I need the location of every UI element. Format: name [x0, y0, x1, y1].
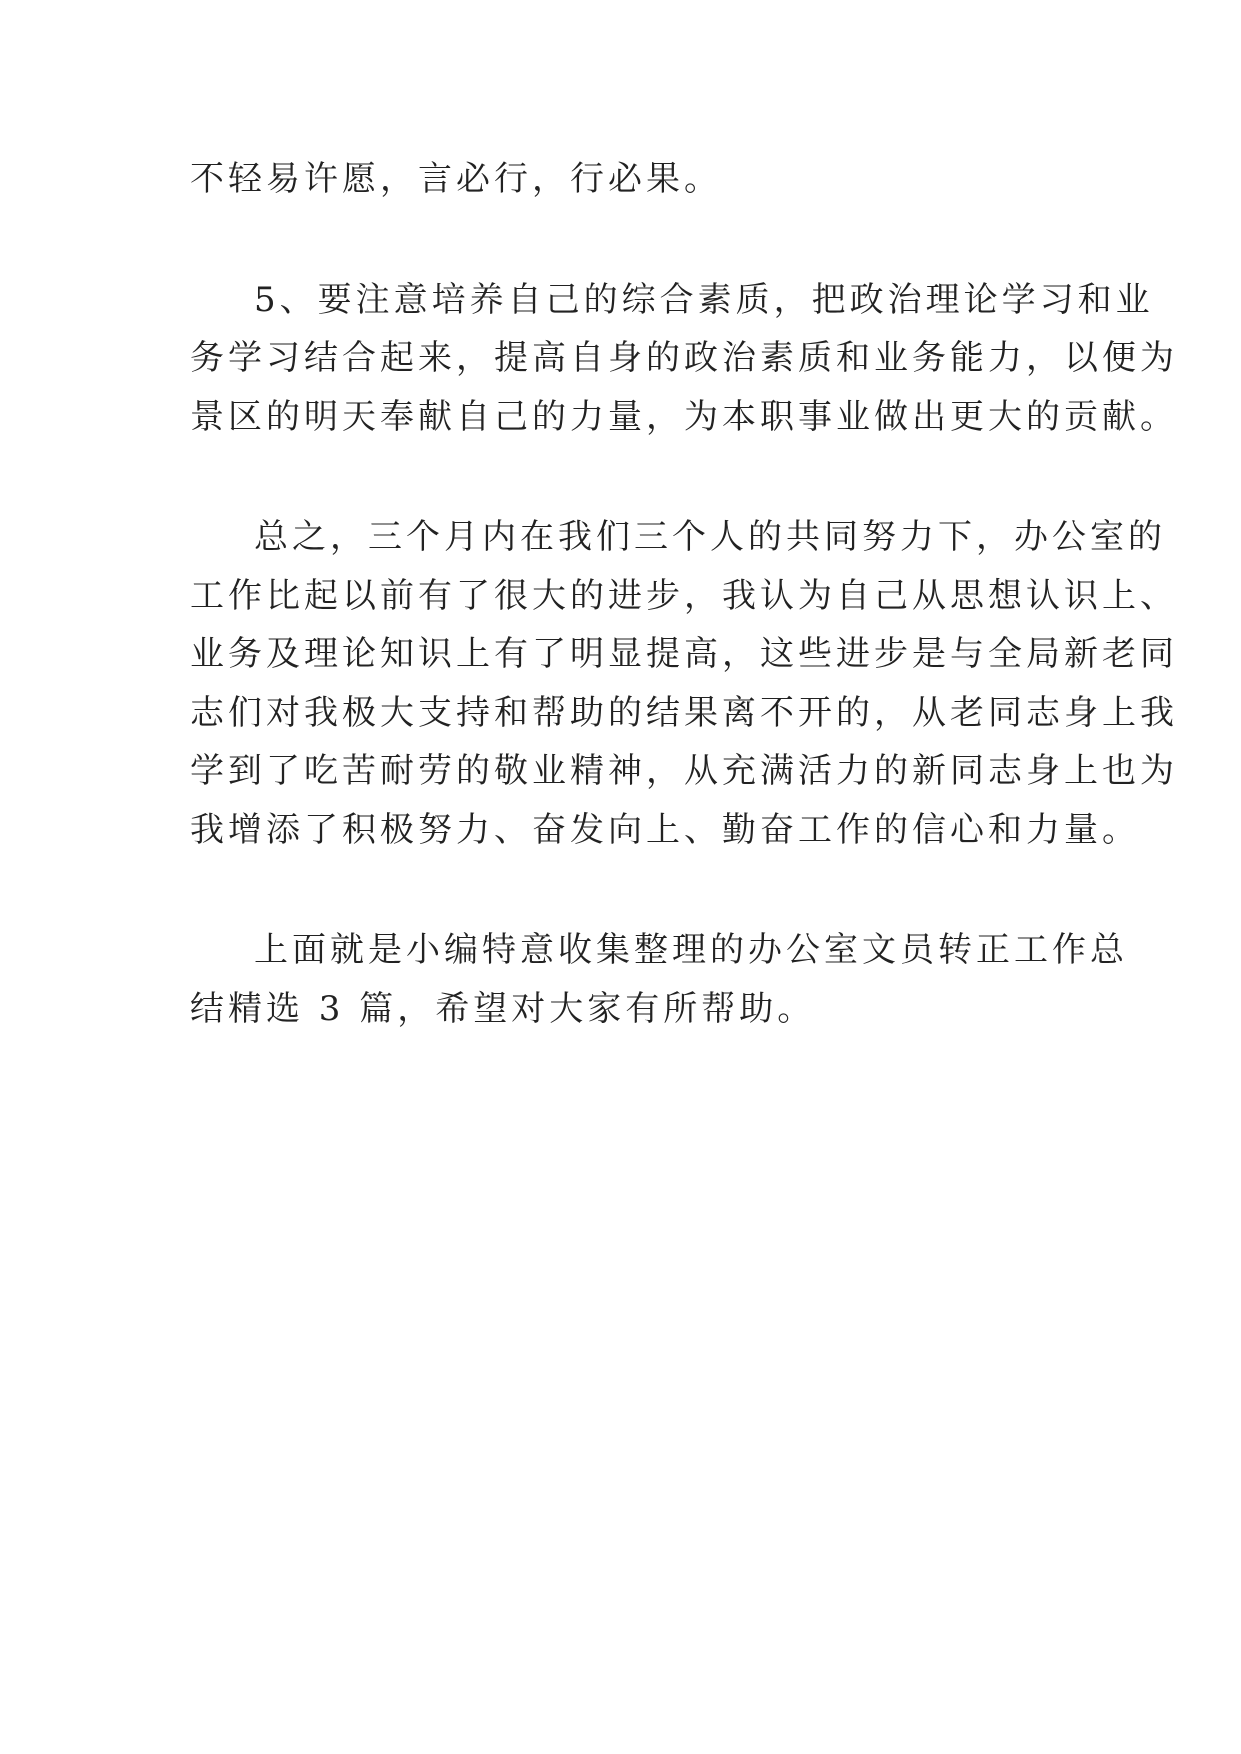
- text-line: 上面就是小编特意收集整理的办公室文员转正工作总: [254, 930, 1128, 970]
- text-line: 不轻易许愿，言必行，行必果。: [190, 159, 722, 199]
- text-line: 志们对我极大支持和帮助的结果离不开的，从老同志身上我: [190, 692, 1178, 733]
- text-line: 总之，三个月内在我们三个人的共同努力下，办公室的: [254, 517, 1166, 557]
- text-line: 结精选 3 篇，希望对大家有所帮助。: [190, 988, 816, 1029]
- paragraph-closing-fragment: [190, 150, 1070, 209]
- paragraph-summary: [190, 508, 1178, 859]
- text-line: 我增添了积极努力、奋发向上、勤奋工作的信心和力量。: [190, 809, 1140, 850]
- document-body: [190, 150, 1178, 1038]
- text-line: 5、要注意培养自己的综合素质，把政治理论学习和业: [254, 279, 1154, 320]
- paragraph-gap: [190, 859, 1070, 921]
- paragraph-gap: [190, 209, 1070, 271]
- text-line: 景区的明天奉献自己的力量，为本职事业做出更大的贡献。: [190, 396, 1178, 437]
- paragraph-point-5: [190, 271, 1178, 447]
- paragraph-editor-note: [190, 921, 1128, 1038]
- text-line: 学到了吃苦耐劳的敬业精神，从充满活力的新同志身上也为: [190, 751, 1178, 791]
- text-line: 业务及理论知识上有了明显提高，这些进步是与全局新老同: [190, 634, 1178, 674]
- paragraph-gap: [190, 446, 1070, 508]
- text-line: 务学习结合起来，提高自身的政治素质和业务能力，以便为: [190, 338, 1178, 378]
- text-line: 工作比起以前有了很大的进步，我认为自己从思想认识上、: [190, 575, 1178, 616]
